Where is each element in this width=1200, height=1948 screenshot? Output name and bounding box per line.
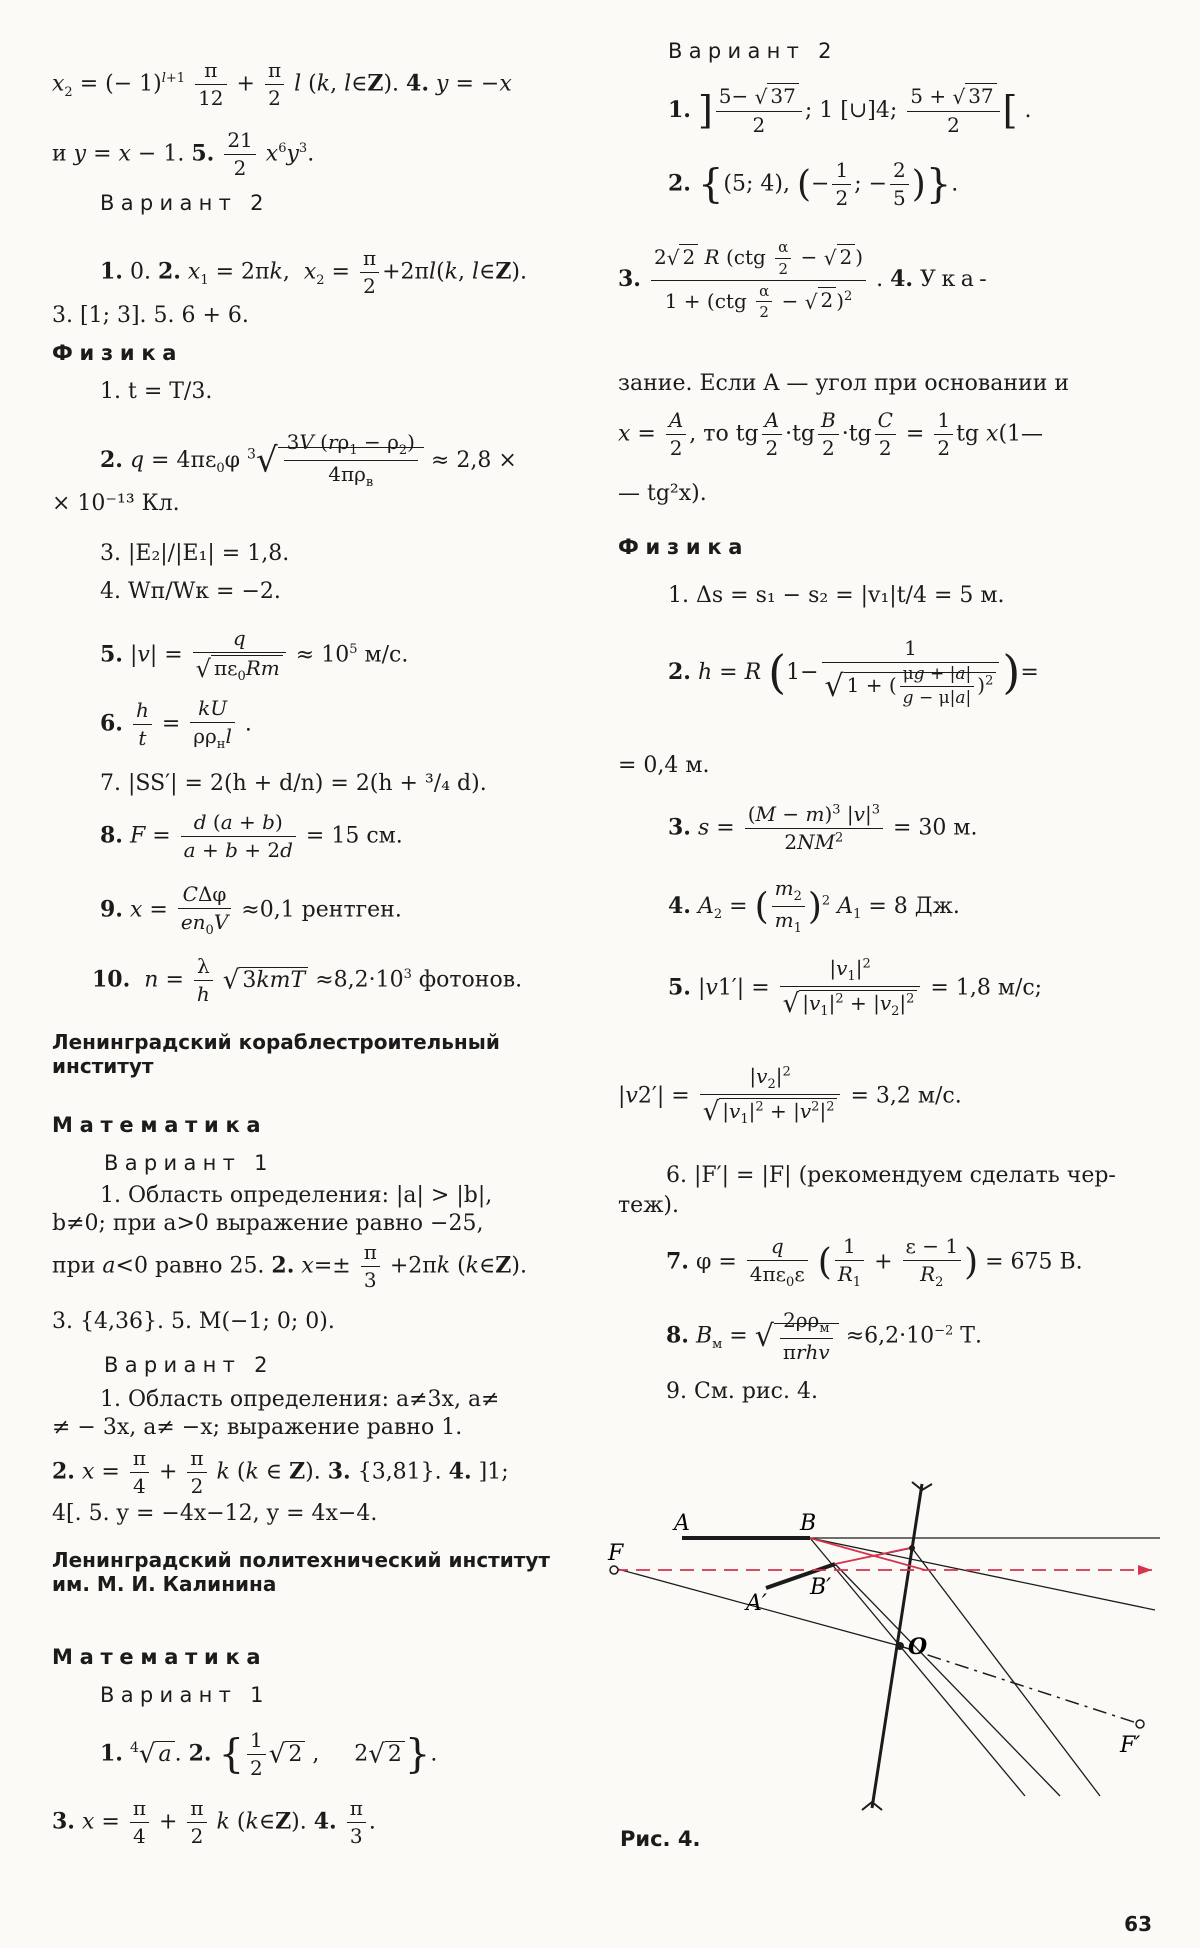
right-physics-5-cont: |v2′| = $\frac{|v_2|^2}{√ |v_1|^2 + |v^2|^2}$ = 3,2 м/с. <box>618 1064 962 1128</box>
right-physics-2: 2. h = R (1− 1 √ 1 + ( $\frac{\mu g + |a|}{g - \mu|a|}$ )$^2$ )= <box>668 636 1039 709</box>
right-variant-heading: Вариант 2 <box>668 39 838 63</box>
label-o: O <box>908 1634 928 1660</box>
physics-answer-6: 6. $\frac{h}{t}$ = $\frac{kU}{\rho\rho_нl}$ . <box>100 696 252 752</box>
math1-answer-line-a: 1. Область определения: |a| > |b|, <box>100 1183 493 1208</box>
page-number: 63 <box>1124 1912 1152 1936</box>
physics-answer-10: 10. n = $\frac{\lambda}{h}$ √ $3kmT \approx 8,2\cdot 10^3$ фотонов. <box>92 954 523 1006</box>
variant-heading: Вариант 2 <box>100 191 270 215</box>
math2-answer-line-a: 1. Область определения: a≠3x, a≠ <box>100 1387 500 1412</box>
focus-point-f-prime <box>1136 1720 1144 1728</box>
label-f-prime: F′ <box>1120 1733 1141 1758</box>
label-b-prime: B′ <box>810 1575 832 1600</box>
institute-heading-1: Ленинградский кораблестроительный институт <box>52 1030 500 1078</box>
left-line-1: $x_2$ = (− 1)$^{l+1}$ $\frac{\pi}{12}$ + $\frac{\pi}{2}$ l (k, l∈Z). 4. y = −x <box>52 58 512 110</box>
institute-heading-2: Ленинградский политехнический институт им. М. И. Калинина <box>52 1548 550 1596</box>
optical-axis-dashdot <box>900 1646 1140 1724</box>
right-physics-9: 9. См. рис. 4. <box>666 1379 818 1404</box>
figure-4-lens-diagram <box>600 1478 1160 1818</box>
right-answer-1: 1. ] $\frac{5- √ 37}{2}$ ; 1 [∪]4; $\frac{5 + √ 37}{2}$ [ . <box>668 84 1032 137</box>
physics-answer-2-cont: × 10⁻¹³ Кл. <box>52 491 180 516</box>
physics-answer-7: 7. |SS′| = 2(h + d/n) = 2(h + ³/₄ d). <box>100 771 487 796</box>
right-physics-5: 5. |v1′| = $\frac{|v_1|^2}{√ |v_1|^2 + |v_2|^2}$ = 1,8 м/с; <box>668 956 1043 1020</box>
math2-answer-line-b: ≠ − 3x, a≠ −x; выражение равно 1. <box>52 1415 463 1440</box>
right-physics-6-cont: теж). <box>618 1193 680 1218</box>
left-v2-answer-3: 3. [1; 3]. 5. 6 + 6. <box>52 303 249 328</box>
section-heading-physics: Физика <box>52 341 184 365</box>
math3-answer-1: 1. $^4$√ a . 2. { $\frac{1}{2}$ √ 2 , 2√ 2}. <box>100 1728 438 1780</box>
physics-answer-2: 2. $q = 4\pi\varepsilon_0\varphi$ $^3$√ $\frac{3V (r\rho_1 - \rho_2)}{4\pi\rho_в}$ ≈ 2,8 × <box>100 430 517 491</box>
variant-heading-3: Вариант 1 <box>100 1683 270 1707</box>
right-physics-7: 7. φ = $\frac{q}{4\pi\varepsilon_0\varepsilon}$ ( $\frac{1}{R_1}$ + $\frac{\varepsilon - 1}{R_2}$ ) = 675 В. <box>666 1234 1083 1290</box>
section-heading-math-2: Математика <box>52 1645 268 1669</box>
right-physics-8: 8. $B_м$ = √ $\frac{2\rho\rho_м}{\text{πrhv}}$ $\approx 6,2\cdot 10^{-2}$ Т. <box>666 1308 982 1365</box>
intersection-point <box>909 1545 915 1551</box>
physics-answer-3: 3. |E₂|/|E₁| = 1,8. <box>100 541 290 566</box>
ray-4 <box>835 1564 1060 1796</box>
physics-answer-9: 9. x = $\frac{\text{CΔφ}}{en_0V}$ ≈0,1 рентген. <box>100 882 402 938</box>
red-ray-arrowhead <box>1138 1565 1152 1575</box>
left-line-2: и y = x − 1. 5. $\frac{21}{2}$ $x^6y^3$. <box>52 128 315 180</box>
math2-answer-line-c: 2. x = $\frac{\pi}{4}$ + $\frac{\pi}{2}$ k (k ∈ Z). 3. {3,81}. 4. ]1; <box>52 1446 509 1498</box>
label-a: A <box>674 1511 690 1536</box>
right-physics-3: 3. s = $\frac{(M - m)^3 |v|^3}{2NM^2}$ = 30 м. <box>668 802 978 854</box>
left-v2-answer-1: 1. 0. 2. $x_1 = 2\pi k$, $x_2$ = $\frac{\pi}{2}$ +2πl(k, l∈Z). <box>100 246 527 298</box>
label-b: B <box>800 1511 817 1536</box>
right-section-heading-physics: Физика <box>618 535 750 559</box>
right-answer-4-formula: x = $\frac{A}{2}$ , то tg $\frac{A}{2}$ ·tg $\frac{B}{2}$ ·tg $\frac{C}{2}$ = $\frac{1}{2}$ tg x(1— <box>618 408 1044 460</box>
lens-center-o <box>896 1642 904 1650</box>
variant-heading-2: Вариант 2 <box>104 1353 274 1377</box>
math1-answer-line-d: 3. {4,36}. 5. M(−1; 0; 0). <box>52 1309 335 1334</box>
variant-heading-1: Вариант 1 <box>104 1151 274 1175</box>
right-answer-3: 3. 2√ 2 R (ctg $\frac{\alpha}{2}$ − √ 2 ) 1 + (ctg $\frac{\alpha}{2}$ − √ 2 )$^2$ . 4. Ука- <box>618 238 993 322</box>
math2-answer-line-d: 4[. 5. y = −4x−12, y = 4x−4. <box>52 1501 378 1526</box>
math3-answer-3: 3. x = $\frac{\pi}{4}$ + $\frac{\pi}{2}$ k (k∈Z). 4. $\frac{\pi}{3}$ . <box>52 1796 376 1848</box>
right-physics-6: 6. |F′| = |F| (рекомендуем сделать чер- <box>666 1163 1116 1188</box>
physics-answer-5: 5. |v| = $\frac{q}{√ \pi\varepsilon_0Rm}$ ≈ $10^5$ м/с. <box>100 626 409 684</box>
label-a-prime: A′ <box>746 1591 767 1616</box>
physics-answer-4: 4. Wп/Wк = −2. <box>100 579 281 604</box>
right-answer-4-cont: зание. Если A — угол при основании и <box>618 371 1070 396</box>
physics-answer-8: 8. F = $\frac{d (a + b)}{a + b + 2d}$ = 15 см. <box>100 810 403 862</box>
focus-point-f <box>610 1566 618 1574</box>
right-answer-2: 2. {(5; 4), (− $\frac{1}{2}$ ; − $\frac{2}{5}$ )}. <box>668 158 959 210</box>
right-answer-4-end: — tg²x). <box>618 481 707 506</box>
math1-answer-line-c: при a<0 равно 25. 2. x=± $\frac{\pi}{3}$ +2πk (k∈Z). <box>52 1240 527 1292</box>
label-f: F <box>608 1541 624 1566</box>
math1-answer-line-b: b≠0; при a>0 выражение равно −25, <box>52 1211 484 1236</box>
right-physics-4: 4. $A_2$ = ( $\frac{m_2}{m_1}$ )$^2$ $A_1 = 8$ Дж. <box>668 876 960 937</box>
figure-caption: Рис. 4. <box>620 1827 701 1851</box>
right-physics-2-cont: = 0,4 м. <box>618 753 710 778</box>
physics-answer-1: 1. t = T/3. <box>100 379 213 404</box>
right-physics-1: 1. Δs = s₁ − s₂ = |v₁|t/4 = 5 м. <box>668 583 1005 608</box>
section-heading-math-1: Математика <box>52 1113 268 1137</box>
